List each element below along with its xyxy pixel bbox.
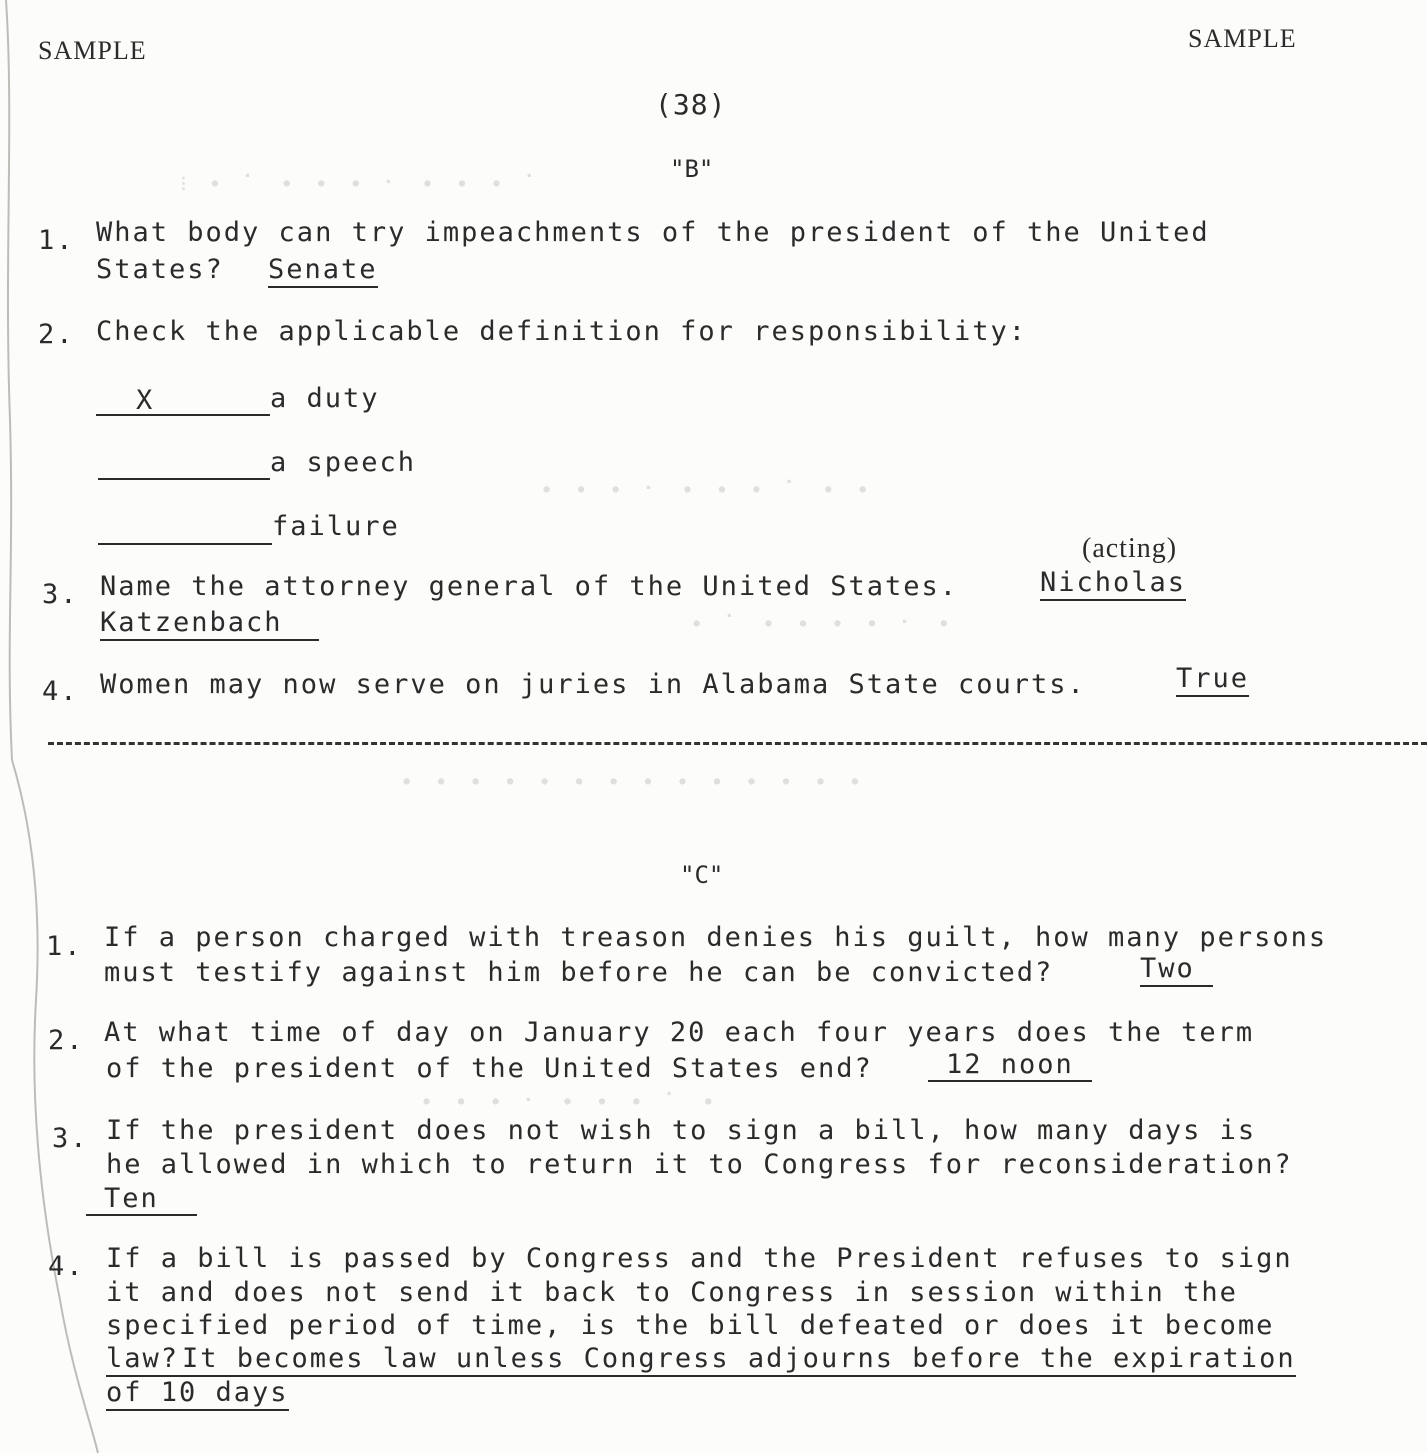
question-number: 4. — [42, 676, 79, 707]
answer-value-text: It becomes law unless Congress adjourns before the expiration — [182, 1343, 1296, 1374]
answer-text — [1140, 952, 1213, 986]
answer-value: Ten — [86, 1183, 197, 1216]
question-text: specified period of time, is the bill defeated or does it become — [106, 1310, 1275, 1341]
question-text: must testify against him before he can be convicted? — [104, 957, 1054, 988]
question-number: 3. — [42, 579, 79, 610]
question-text: Women may now serve on juries in Alabama State courts. — [100, 669, 1086, 700]
check-mark: X — [136, 385, 153, 416]
question-text: of the president of the United States end? — [106, 1053, 873, 1084]
bleed-through-text: ∙ ∙ ∙ ⠂ ∙ ∙ ∙ ⠁ ∙ ∙ — [540, 478, 874, 503]
answer-text — [106, 1342, 1296, 1376]
section-c-heading: "C" — [680, 861, 724, 889]
question-number: 4. — [48, 1251, 85, 1282]
question-number: 1. — [46, 931, 83, 962]
answer-text — [100, 606, 319, 640]
question-text: If a bill is passed by Congress and the President refuses to sign — [106, 1243, 1293, 1274]
answer-text — [928, 1048, 1092, 1082]
question-number: 3. — [52, 1123, 89, 1154]
question-text: At what time of day on January 20 each four years does the term — [104, 1017, 1255, 1048]
answer-value — [106, 1343, 1296, 1377]
question-number: 2. — [38, 319, 75, 350]
answer-value: Nicholas — [1040, 567, 1186, 601]
checkbox-blank[interactable] — [96, 414, 270, 416]
question-number: 2. — [48, 1025, 85, 1056]
answer-value: Two — [1140, 953, 1213, 987]
option-label: failure — [272, 511, 400, 542]
question-text: he allowed in which to return it to Congress for reconsideration? — [106, 1149, 1293, 1180]
answer-value: of 10 days — [106, 1377, 289, 1411]
question-text: Check the applicable definition for responsibility: — [96, 316, 1028, 347]
answer-value: Senate — [268, 254, 378, 288]
page-number: (38) — [655, 88, 727, 121]
question-text: States? — [96, 254, 224, 285]
bleed-through-text: ∙ ∙ ∙ ⠂ ∙ ∙ ∙ ⠁ ∙ — [420, 1090, 719, 1115]
checkbox-blank[interactable] — [98, 543, 272, 545]
question-number: 1. — [38, 225, 75, 256]
sample-label-right: SAMPLE — [1188, 24, 1297, 53]
bleed-through-text: ⁝ ∙ ⠁ ∙ ∙ ∙ ⠂ ∙ ∙ ∙ ⠁ — [180, 172, 545, 197]
answer-value: True — [1176, 663, 1249, 697]
answer-text — [86, 1182, 197, 1216]
option-label: a speech — [270, 447, 417, 478]
option-label: a duty — [270, 383, 380, 414]
section-divider — [48, 742, 1427, 745]
answer-text — [106, 1376, 289, 1410]
bleed-through-text: ∙ ∙ ∙ ∙ ∙ ∙ ∙ ∙ ∙ ∙ ∙ ∙ ∙ ∙ — [400, 770, 866, 795]
answer-value: Katzenbach — [100, 607, 319, 641]
bleed-through-text: ∙ ⠁ ∙ ∙ ∙ ∙ ⠂ ∙ — [690, 612, 955, 637]
answer-text — [1040, 566, 1186, 600]
question-text: If a person charged with treason denies his guilt, how many persons — [104, 922, 1328, 953]
answer-text — [268, 253, 378, 287]
torn-page-edge — [0, 0, 110, 1453]
question-text: What body can try impeachments of the president of the United — [96, 217, 1210, 248]
answer-value: 12 noon — [928, 1049, 1092, 1082]
sample-label-left: SAMPLE — [38, 36, 147, 65]
question-text: Name the attorney general of the United States. — [100, 571, 959, 602]
question-text: If the president does not wish to sign a bill, how many days is — [106, 1115, 1257, 1146]
checkbox-blank[interactable] — [98, 478, 270, 480]
section-b-heading: "B" — [670, 155, 714, 183]
answer-text — [1176, 662, 1249, 696]
question-text: law? — [106, 1343, 180, 1374]
acting-note: (acting) — [1082, 533, 1178, 564]
question-text: it and does not send it back to Congress in session within the — [106, 1277, 1238, 1308]
